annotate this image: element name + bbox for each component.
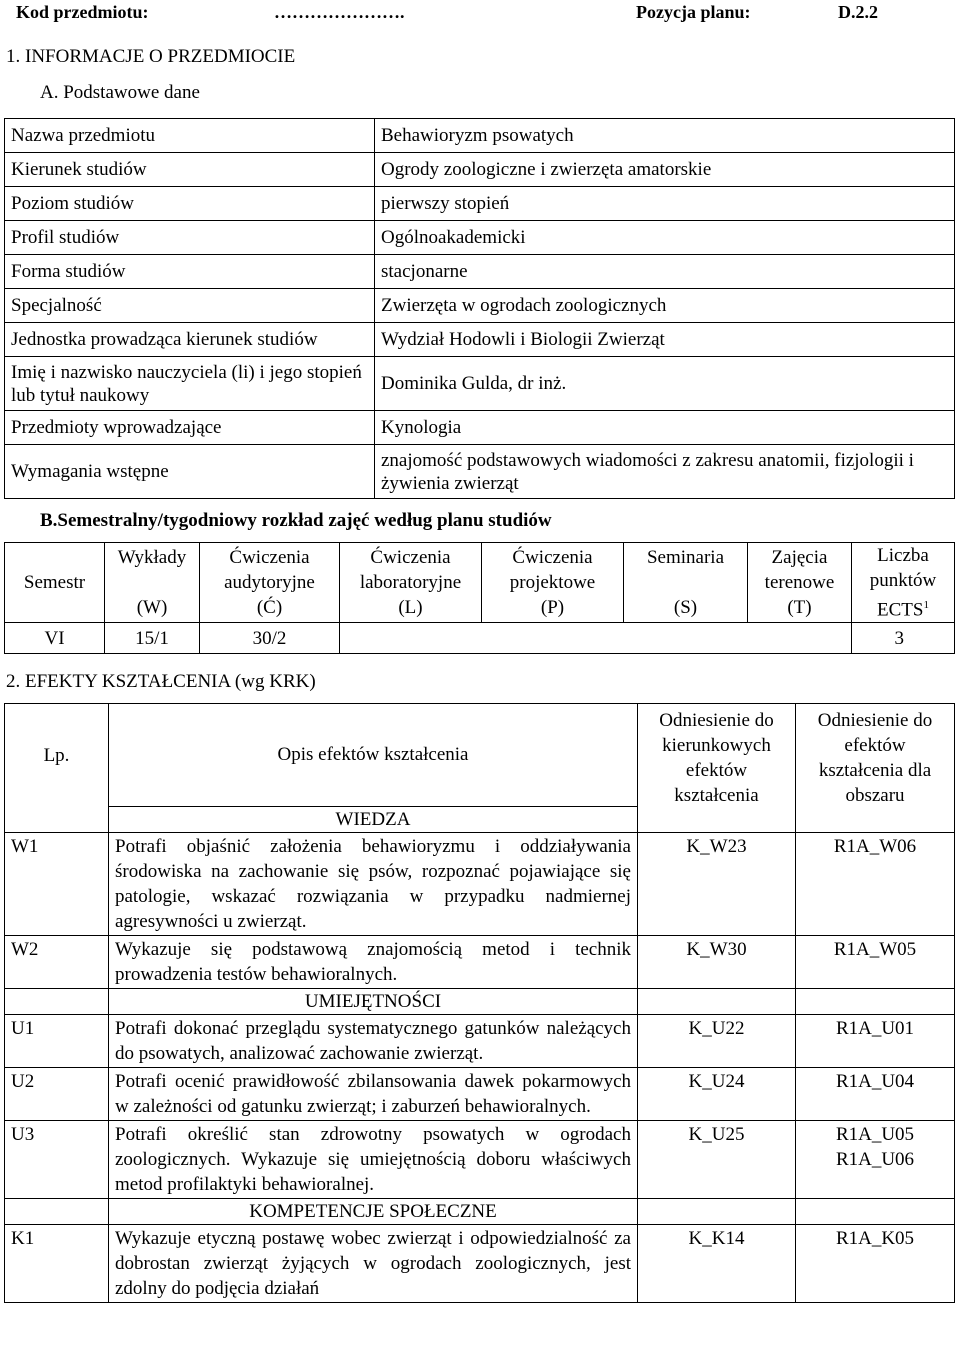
outcome-kier: K_U22 — [638, 1014, 796, 1067]
plan-position-value: D.2.2 — [838, 2, 878, 22]
header-lp: Lp. — [5, 704, 109, 807]
basic-value: Wydział Hodowli i Biologii Zwierząt — [375, 323, 955, 357]
outcome-lp: U3 — [5, 1120, 109, 1198]
lecture-hours: 15/1 — [105, 623, 200, 654]
outcome-desc: Potrafi ocenić prawidłowość zbilansowania dawek pokarmowych w zależności od gatunku zwierząt; i zaburzeń behawioralnych. — [109, 1067, 638, 1120]
outcome-kier: K_U25 — [638, 1120, 796, 1198]
outcome-obszar: R1A_W05 — [796, 935, 955, 988]
plan-position-label: Pozycja planu: — [636, 2, 751, 22]
basic-label: Kierunek studiów — [5, 153, 375, 187]
section-b-title: B.Semestralny/tygodniowy rozkład zajęć według planu studiów — [40, 510, 552, 531]
basic-value: znajomość podstawowych wiadomości z zakresu anatomii, fizjologii i żywienia zwierząt — [375, 445, 955, 499]
basic-data-table — [4, 118, 955, 499]
header-semestr: Semestr — [5, 543, 105, 623]
header-kierunkowe: Odniesienie do kierunkowych efektów kształcenia — [638, 704, 796, 833]
header-laboratoryjne: Ćwiczenia laboratoryjne (L) — [340, 543, 482, 623]
header-projektowe: Ćwiczenia projektowe (P) — [482, 543, 624, 623]
section-1-title: 1. INFORMACJE O PRZEDMIOCIE — [6, 46, 296, 67]
header-audytoryjne: Ćwiczenia audytoryjne (Ć) — [200, 543, 340, 623]
basic-label: Specjalność — [5, 289, 375, 323]
basic-label: Forma studiów — [5, 255, 375, 289]
page-header — [16, 2, 940, 26]
schedule-table — [4, 542, 955, 654]
header-opis: Opis efektów kształcenia — [109, 704, 638, 807]
outcome-lp: W2 — [5, 935, 109, 988]
outcome-obszar: R1A_U04 — [796, 1067, 955, 1120]
group-spacer — [638, 988, 796, 1014]
basic-value: Zwierzęta w ogrodach zoologicznych — [375, 289, 955, 323]
semester-value: VI — [5, 623, 105, 654]
group-spacer — [796, 988, 955, 1014]
group-spacer — [796, 1198, 955, 1224]
outcome-lp: K1 — [5, 1224, 109, 1302]
outcome-obszar: R1A_U01 — [796, 1014, 955, 1067]
course-code-label: Kod przedmiotu: — [16, 2, 149, 22]
outcome-desc: Wykazuje się podstawową znajomością metod i technik prowadzenia testów behawioralnych. — [109, 935, 638, 988]
basic-value: pierwszy stopień — [375, 187, 955, 221]
ects-value: 3 — [852, 623, 955, 654]
basic-label: Przedmioty wprowadzające — [5, 411, 375, 445]
header-obszar: Odniesienie do efektów kształcenia dla obszaru — [796, 704, 955, 833]
outcome-obszar: R1A_U05 R1A_U06 — [796, 1120, 955, 1198]
basic-value: Dominika Gulda, dr inż. — [375, 357, 955, 411]
outcome-lp: U1 — [5, 1014, 109, 1067]
outcome-kier: K_W30 — [638, 935, 796, 988]
basic-label: Imię i nazwisko nauczyciela (li) i jego stopień lub tytuł naukowy — [5, 357, 375, 411]
basic-label: Poziom studiów — [5, 187, 375, 221]
outcome-obszar: R1A_K05 — [796, 1224, 955, 1302]
basic-label: Jednostka prowadząca kierunek studiów — [5, 323, 375, 357]
outcome-lp: W1 — [5, 832, 109, 935]
outcome-desc: Potrafi objaśnić założenia behawioryzmu i oddziaływania środowiska na zachowanie się psów, rozpoznać pojawiające się patologie, wskazać rozwiązania w przypadku nadmiernej agresywności u zwierząt. — [109, 832, 638, 935]
outcome-lp: U2 — [5, 1067, 109, 1120]
section-2-title: 2. EFEKTY KSZTAŁCENIA (wg KRK) — [6, 671, 316, 692]
group-spacer — [5, 806, 109, 832]
exercise-hours: 30/2 — [200, 623, 340, 654]
outcome-kier: K_K14 — [638, 1224, 796, 1302]
outcome-obszar: R1A_W06 — [796, 832, 955, 935]
learning-outcomes-table — [4, 703, 955, 1303]
empty-cell — [340, 623, 852, 654]
outcome-desc: Potrafi określić stan zdrowotny psowatych w ogrodach zoologicznych. Wykazuje się umiejętnością doboru właściwych metod profilaktyki behawioralnej. — [109, 1120, 638, 1198]
course-code-value: …………………. — [274, 2, 405, 22]
group-spacer — [5, 988, 109, 1014]
basic-label: Profil studiów — [5, 221, 375, 255]
basic-label: Nazwa przedmiotu — [5, 119, 375, 153]
group-title-umiejetnosci: UMIEJĘTNOŚCI — [109, 988, 638, 1014]
header-seminaria: Seminaria (S) — [624, 543, 748, 623]
group-title-kompetencje: KOMPETENCJE SPOŁECZNE — [109, 1198, 638, 1224]
section-a-title: A. Podstawowe dane — [40, 82, 200, 103]
group-spacer — [5, 1198, 109, 1224]
basic-value: Kynologia — [375, 411, 955, 445]
outcome-desc: Wykazuje etyczną postawę wobec zwierząt i odpowiedzialność za dobrostan zwierząt żyjących w ogrodach zoologicznych, jest zdolny do podjęcia działań — [109, 1224, 638, 1302]
basic-value: stacjonarne — [375, 255, 955, 289]
basic-label: Wymagania wstępne — [5, 445, 375, 499]
outcome-desc: Potrafi dokonać przeglądu systematycznego gatunków należących do psowatych, analizować zachowanie zwierząt. — [109, 1014, 638, 1067]
group-title-wiedza: WIEDZA — [109, 806, 638, 832]
basic-value: Ogrody zoologiczne i zwierzęta amatorskie — [375, 153, 955, 187]
basic-value: Behawioryzm psowatych — [375, 119, 955, 153]
basic-value: Ogólnoakademicki — [375, 221, 955, 255]
header-ects: Liczba punktów ECTS$^1$ — [852, 543, 955, 623]
group-spacer — [638, 1198, 796, 1224]
header-terenowe: Zajęcia terenowe (T) — [748, 543, 852, 623]
outcome-kier: K_U24 — [638, 1067, 796, 1120]
outcome-kier: K_W23 — [638, 832, 796, 935]
header-wyklady: Wykłady (W) — [105, 543, 200, 623]
